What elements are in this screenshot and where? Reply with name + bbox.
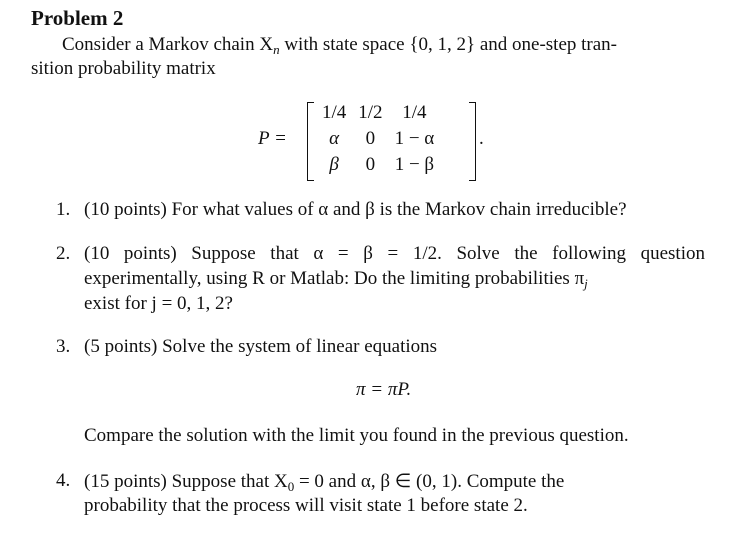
matrix-cell: 1/2 — [358, 102, 383, 123]
matrix-cell: 1 − β — [394, 154, 435, 175]
question-text: (10 points) For what values of α and β is the Markov chain irreducible? — [84, 199, 627, 220]
question-number: 4. — [56, 470, 71, 491]
matrix-row — [316, 126, 440, 152]
question-text-part: (15 points) Suppose that X — [84, 471, 288, 492]
matrix-row — [316, 152, 440, 178]
matrix-cell: 1 − α — [394, 128, 435, 149]
matrix-cell: 0 — [365, 128, 376, 149]
question-text-part: experimentally, using R or Matlab: Do the limiting probabilities π — [84, 268, 585, 289]
question-text: exist for j = 0, 1, 2? — [84, 293, 233, 314]
question-text — [84, 470, 705, 495]
equation: π = πP. — [356, 379, 412, 400]
left-bracket — [307, 102, 314, 181]
intro-line-1 — [62, 34, 617, 58]
matrix-period: . — [479, 128, 484, 149]
matrix-cell: α — [329, 128, 340, 149]
question-text: (10 points) Suppose that α = β = 1/2. Solve the following question — [84, 243, 705, 264]
question-text-part: = 0 and α, β ∈ (0, 1). Compute the — [294, 471, 565, 492]
x-subscript: 0 — [287, 479, 295, 494]
intro-subscript: n — [273, 42, 280, 57]
question-text: probability that the process will visit state 1 before state 2. — [84, 495, 528, 516]
question-number: 2. — [56, 243, 71, 264]
right-bracket — [469, 102, 476, 181]
intro-line-2: sition probability matrix — [31, 58, 216, 79]
question-text — [84, 268, 705, 292]
question-number: 1. — [56, 199, 71, 220]
pi-subscript: j — [584, 276, 588, 291]
question-text: (5 points) Solve the system of linear equations — [84, 336, 438, 357]
compare-text: Compare the solution with the limit you found in the previous question. — [84, 425, 629, 446]
matrix-cell: 0 — [365, 154, 376, 175]
intro-text-rest: with state space {0, 1, 2} and one-step tran- — [279, 34, 618, 55]
matrix-cell: β — [329, 154, 339, 175]
matrix-cell: 1/4 — [322, 102, 347, 123]
matrix-table — [316, 100, 440, 178]
transition-matrix — [258, 100, 498, 182]
problem-title: Problem 2 — [31, 6, 124, 30]
question-number: 3. — [56, 336, 71, 357]
intro-text: Consider a Markov chain X — [62, 34, 274, 55]
matrix-label: P = — [258, 128, 287, 149]
matrix-row — [316, 100, 440, 126]
matrix-cell: 1/4 — [402, 102, 427, 123]
